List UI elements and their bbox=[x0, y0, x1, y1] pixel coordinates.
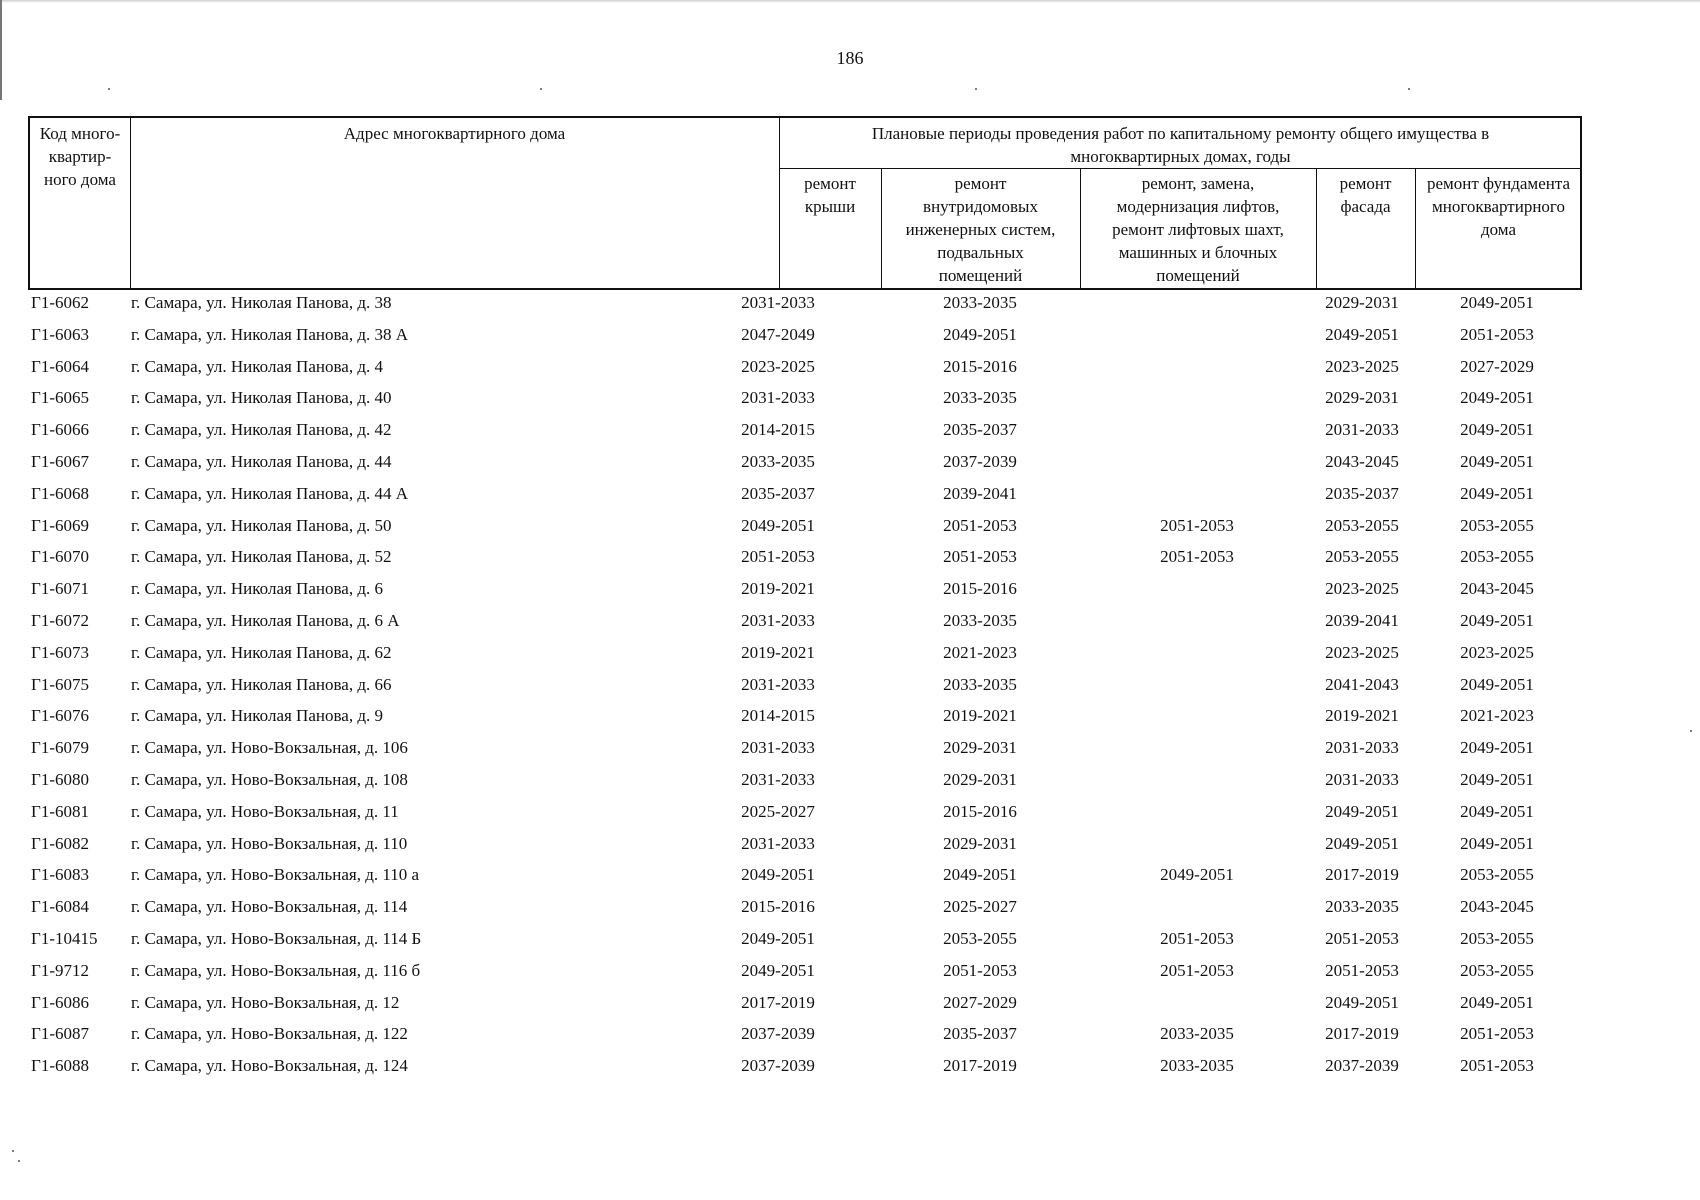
table-row bbox=[28, 799, 1582, 831]
row-code: Г1-6071 bbox=[31, 579, 89, 599]
row-foundation-period: 2027-2029 bbox=[1460, 356, 1534, 376]
row-facade-period: 2031-2033 bbox=[1325, 769, 1399, 789]
row-lift-period: 2051-2053 bbox=[1160, 960, 1234, 980]
row-roof-period: 2031-2033 bbox=[741, 293, 815, 312]
row-code: Г1-10415 bbox=[31, 928, 98, 948]
row-code: Г1-6067 bbox=[31, 451, 89, 471]
header-code-line: Код много- bbox=[39, 124, 121, 143]
row-roof-period: 2031-2033 bbox=[741, 738, 815, 758]
header-eng-line: помещений bbox=[938, 266, 1023, 285]
row-foundation-period: 2049-2051 bbox=[1460, 674, 1534, 694]
row-roof-period: 2049-2051 bbox=[741, 515, 815, 535]
row-engineering-period: 2039-2041 bbox=[943, 483, 1017, 503]
header-engineering bbox=[881, 172, 1080, 287]
table-row bbox=[28, 1021, 1582, 1053]
row-roof-period: 2035-2037 bbox=[741, 483, 815, 503]
row-address: г. Самара, ул. Николая Панова, д. 44 А bbox=[131, 483, 408, 503]
row-code: Г1-6073 bbox=[31, 642, 89, 662]
row-facade-period: 2023-2025 bbox=[1325, 642, 1399, 662]
header-roof-line: крыши bbox=[804, 197, 856, 216]
row-roof-period: 2017-2019 bbox=[741, 992, 815, 1012]
header-facade-line: ремонт bbox=[1339, 174, 1392, 193]
row-engineering-period: 2037-2039 bbox=[943, 451, 1017, 471]
row-engineering-period: 2051-2053 bbox=[943, 547, 1017, 567]
row-roof-period: 2031-2033 bbox=[741, 769, 815, 789]
header-periods-line: Плановые периоды проведения работ по капитальному ремонту общего имущества в bbox=[871, 124, 1490, 143]
row-foundation-period: 2053-2055 bbox=[1460, 865, 1534, 885]
row-code: Г1-6082 bbox=[31, 833, 89, 853]
row-foundation-period: 2023-2025 bbox=[1460, 642, 1534, 662]
row-code: Г1-6066 bbox=[31, 420, 89, 440]
row-foundation-period: 2049-2051 bbox=[1460, 420, 1534, 440]
header-code-line: ного дома bbox=[44, 170, 116, 189]
row-foundation-period: 2049-2051 bbox=[1460, 451, 1534, 471]
table-row bbox=[28, 831, 1582, 863]
row-facade-period: 2051-2053 bbox=[1325, 960, 1399, 980]
table-row bbox=[28, 449, 1582, 481]
row-facade-period: 2033-2035 bbox=[1325, 897, 1399, 917]
row-address: г. Самара, ул. Ново-Вокзальная, д. 122 bbox=[131, 1024, 408, 1044]
row-lift-period: 2051-2053 bbox=[1160, 515, 1234, 535]
row-engineering-period: 2035-2037 bbox=[943, 1024, 1017, 1044]
row-facade-period: 2049-2051 bbox=[1325, 324, 1399, 344]
row-foundation-period: 2049-2051 bbox=[1460, 610, 1534, 630]
row-lift-period: 2049-2051 bbox=[1160, 865, 1234, 885]
row-foundation-period: 2043-2045 bbox=[1460, 897, 1534, 917]
row-roof-period: 2037-2039 bbox=[741, 1056, 815, 1076]
row-foundation-period: 2049-2051 bbox=[1460, 388, 1534, 408]
row-code: Г1-6075 bbox=[31, 674, 89, 694]
row-foundation-period: 2051-2053 bbox=[1460, 1024, 1534, 1044]
row-facade-period: 2043-2045 bbox=[1325, 451, 1399, 471]
row-roof-period: 2014-2015 bbox=[741, 706, 815, 726]
table-body bbox=[28, 290, 1582, 1085]
table-row bbox=[28, 608, 1582, 640]
row-engineering-period: 2021-2023 bbox=[943, 642, 1017, 662]
scan-edge-top bbox=[0, 0, 1700, 3]
row-code: Г1-6076 bbox=[31, 706, 89, 726]
row-foundation-period: 2043-2045 bbox=[1460, 579, 1534, 599]
scan-speck bbox=[108, 88, 110, 90]
row-code: Г1-6065 bbox=[31, 388, 89, 408]
row-roof-period: 2031-2033 bbox=[741, 833, 815, 853]
row-facade-period: 2019-2021 bbox=[1325, 706, 1399, 726]
table-row bbox=[28, 735, 1582, 767]
row-address: г. Самара, ул. Николая Панова, д. 42 bbox=[131, 420, 392, 440]
row-address: г. Самара, ул. Ново-Вокзальная, д. 12 bbox=[131, 992, 400, 1012]
row-foundation-period: 2053-2055 bbox=[1460, 547, 1534, 567]
row-address: г. Самара, ул. Николая Панова, д. 38 bbox=[131, 293, 392, 312]
row-foundation-period: 2053-2055 bbox=[1460, 928, 1534, 948]
row-address: г. Самара, ул. Николая Панова, д. 9 bbox=[131, 706, 383, 726]
row-facade-period: 2017-2019 bbox=[1325, 1024, 1399, 1044]
row-roof-period: 2049-2051 bbox=[741, 960, 815, 980]
header-address: Адрес многоквартирного дома bbox=[343, 124, 566, 143]
row-lift-period: 2033-2035 bbox=[1160, 1024, 1234, 1044]
row-facade-period: 2053-2055 bbox=[1325, 547, 1399, 567]
row-roof-period: 2049-2051 bbox=[741, 928, 815, 948]
table-row bbox=[28, 513, 1582, 545]
table-row bbox=[28, 990, 1582, 1022]
header-periods-line: многоквартирных домах, годы bbox=[1070, 147, 1291, 166]
row-facade-period: 2049-2051 bbox=[1325, 801, 1399, 821]
page-number: 186 bbox=[836, 48, 864, 68]
row-facade-period: 2023-2025 bbox=[1325, 579, 1399, 599]
row-roof-period: 2019-2021 bbox=[741, 642, 815, 662]
row-facade-period: 2049-2051 bbox=[1325, 992, 1399, 1012]
row-code: Г1-9712 bbox=[31, 960, 89, 980]
row-engineering-period: 2033-2035 bbox=[943, 610, 1017, 630]
row-address: г. Самара, ул. Ново-Вокзальная, д. 124 bbox=[131, 1056, 408, 1076]
row-foundation-period: 2049-2051 bbox=[1460, 992, 1534, 1012]
row-engineering-period: 2029-2031 bbox=[943, 833, 1017, 853]
row-roof-period: 2049-2051 bbox=[741, 865, 815, 885]
row-foundation-period: 2049-2051 bbox=[1460, 293, 1534, 312]
row-roof-period: 2051-2053 bbox=[741, 547, 815, 567]
header-eng-line: инженерных систем, bbox=[905, 220, 1056, 239]
row-address: г. Самара, ул. Ново-Вокзальная, д. 114 Б bbox=[131, 928, 422, 948]
row-foundation-period: 2021-2023 bbox=[1460, 706, 1534, 726]
row-facade-period: 2029-2031 bbox=[1325, 388, 1399, 408]
header-code bbox=[30, 122, 130, 191]
header-lifts bbox=[1080, 172, 1316, 287]
row-engineering-period: 2029-2031 bbox=[943, 738, 1017, 758]
header-roof bbox=[779, 172, 881, 218]
row-lift-period: 2051-2053 bbox=[1160, 928, 1234, 948]
scan-speck bbox=[1408, 88, 1410, 90]
table-row bbox=[28, 322, 1582, 354]
row-engineering-period: 2017-2019 bbox=[943, 1056, 1017, 1076]
header-divider bbox=[779, 168, 1582, 169]
scan-speck bbox=[975, 88, 977, 90]
row-engineering-period: 2015-2016 bbox=[943, 579, 1017, 599]
row-engineering-period: 2051-2053 bbox=[943, 960, 1017, 980]
row-lift-period: 2033-2035 bbox=[1160, 1056, 1234, 1076]
row-address: г. Самара, ул. Николая Панова, д. 40 bbox=[131, 388, 392, 408]
table-row bbox=[28, 862, 1582, 894]
header-lift-line: ремонт, замена, bbox=[1141, 174, 1255, 193]
table-row bbox=[28, 926, 1582, 958]
row-foundation-period: 2053-2055 bbox=[1460, 960, 1534, 980]
header-eng-line: ремонт bbox=[954, 174, 1007, 193]
header-lift-line: ремонт лифтовых шахт, bbox=[1112, 220, 1284, 239]
row-facade-period: 2029-2031 bbox=[1325, 293, 1399, 312]
row-address: г. Самара, ул. Ново-Вокзальная, д. 110 bbox=[131, 833, 408, 853]
table-row bbox=[28, 703, 1582, 735]
row-foundation-period: 2051-2053 bbox=[1460, 324, 1534, 344]
row-facade-period: 2049-2051 bbox=[1325, 833, 1399, 853]
table-row bbox=[28, 354, 1582, 386]
row-facade-period: 2031-2033 bbox=[1325, 420, 1399, 440]
row-facade-period: 2035-2037 bbox=[1325, 483, 1399, 503]
header-code-line: квартир- bbox=[48, 147, 112, 166]
row-code: Г1-6086 bbox=[31, 992, 89, 1012]
row-engineering-period: 2015-2016 bbox=[943, 356, 1017, 376]
row-code: Г1-6072 bbox=[31, 610, 89, 630]
row-roof-period: 2047-2049 bbox=[741, 324, 815, 344]
table-row bbox=[28, 290, 1582, 322]
row-roof-period: 2014-2015 bbox=[741, 420, 815, 440]
header-eng-line: внутридомовых bbox=[923, 197, 1038, 216]
row-address: г. Самара, ул. Николая Панова, д. 6 А bbox=[131, 610, 400, 630]
scan-speck bbox=[12, 1150, 14, 1152]
row-code: Г1-6070 bbox=[31, 547, 89, 567]
row-facade-period: 2037-2039 bbox=[1325, 1056, 1399, 1076]
row-address: г. Самара, ул. Ново-Вокзальная, д. 110 а bbox=[131, 865, 420, 885]
row-roof-period: 2031-2033 bbox=[741, 674, 815, 694]
row-facade-period: 2023-2025 bbox=[1325, 356, 1399, 376]
row-facade-period: 2041-2043 bbox=[1325, 674, 1399, 694]
row-engineering-period: 2019-2021 bbox=[943, 706, 1017, 726]
row-engineering-period: 2033-2035 bbox=[943, 293, 1017, 312]
table-row bbox=[28, 958, 1582, 990]
row-code: Г1-6083 bbox=[31, 865, 89, 885]
header-roof-line: ремонт bbox=[804, 174, 856, 193]
row-roof-period: 2031-2033 bbox=[741, 388, 815, 408]
table-row bbox=[28, 417, 1582, 449]
table-row bbox=[28, 640, 1582, 672]
row-foundation-period: 2049-2051 bbox=[1460, 738, 1534, 758]
row-foundation-period: 2051-2053 bbox=[1460, 1056, 1534, 1076]
header-facade-line: фасада bbox=[1340, 197, 1391, 216]
row-code: Г1-6062 bbox=[31, 293, 89, 312]
row-engineering-period: 2033-2035 bbox=[943, 388, 1017, 408]
row-code: Г1-6069 bbox=[31, 515, 89, 535]
header-lift-line: помещений bbox=[1156, 266, 1240, 285]
row-code: Г1-6084 bbox=[31, 897, 89, 917]
row-address: г. Самара, ул. Ново-Вокзальная, д. 114 bbox=[131, 897, 408, 917]
row-code: Г1-6063 bbox=[31, 324, 89, 344]
table-row bbox=[28, 767, 1582, 799]
row-foundation-period: 2049-2051 bbox=[1460, 483, 1534, 503]
scan-speck bbox=[1690, 730, 1692, 732]
row-facade-period: 2039-2041 bbox=[1325, 610, 1399, 630]
table-row bbox=[28, 672, 1582, 704]
header-foundation-line: дома bbox=[1480, 220, 1516, 239]
header-eng-line: подвальных bbox=[937, 243, 1024, 262]
row-engineering-period: 2027-2029 bbox=[943, 992, 1017, 1012]
row-address: г. Самара, ул. Ново-Вокзальная, д. 116 б bbox=[131, 960, 421, 980]
row-engineering-period: 2051-2053 bbox=[943, 515, 1017, 535]
row-address: г. Самара, ул. Николая Панова, д. 4 bbox=[131, 356, 383, 376]
table-row bbox=[28, 385, 1582, 417]
row-roof-period: 2015-2016 bbox=[741, 897, 815, 917]
row-lift-period: 2051-2053 bbox=[1160, 547, 1234, 567]
table-row bbox=[28, 894, 1582, 926]
row-roof-period: 2031-2033 bbox=[741, 610, 815, 630]
row-address: г. Самара, ул. Ново-Вокзальная, д. 11 bbox=[131, 801, 399, 821]
header-foundation-line: многоквартирного bbox=[1432, 197, 1565, 216]
row-code: Г1-6079 bbox=[31, 738, 89, 758]
row-engineering-period: 2025-2027 bbox=[943, 897, 1017, 917]
row-foundation-period: 2053-2055 bbox=[1460, 515, 1534, 535]
row-engineering-period: 2029-2031 bbox=[943, 769, 1017, 789]
header-foundation-line: ремонт фундамента bbox=[1426, 174, 1571, 193]
row-engineering-period: 2015-2016 bbox=[943, 801, 1017, 821]
row-roof-period: 2019-2021 bbox=[741, 579, 815, 599]
row-foundation-period: 2049-2051 bbox=[1460, 833, 1534, 853]
row-engineering-period: 2035-2037 bbox=[943, 420, 1017, 440]
row-engineering-period: 2033-2035 bbox=[943, 674, 1017, 694]
row-facade-period: 2051-2053 bbox=[1325, 928, 1399, 948]
scan-speck bbox=[18, 1160, 20, 1162]
header-periods bbox=[779, 122, 1582, 168]
row-address: г. Самара, ул. Николая Панова, д. 6 bbox=[131, 579, 383, 599]
scan-speck bbox=[540, 88, 542, 90]
row-engineering-period: 2049-2051 bbox=[943, 865, 1017, 885]
row-address: г. Самара, ул. Ново-Вокзальная, д. 106 bbox=[131, 738, 408, 758]
row-engineering-period: 2053-2055 bbox=[943, 928, 1017, 948]
row-facade-period: 2017-2019 bbox=[1325, 865, 1399, 885]
row-roof-period: 2025-2027 bbox=[741, 801, 815, 821]
row-code: Г1-6068 bbox=[31, 483, 89, 503]
row-roof-period: 2033-2035 bbox=[741, 451, 815, 471]
row-foundation-period: 2049-2051 bbox=[1460, 801, 1534, 821]
row-roof-period: 2023-2025 bbox=[741, 356, 815, 376]
row-address: г. Самара, ул. Николая Панова, д. 62 bbox=[131, 642, 392, 662]
row-foundation-period: 2049-2051 bbox=[1460, 769, 1534, 789]
header-lift-line: модернизация лифтов, bbox=[1116, 197, 1280, 216]
table-row bbox=[28, 1053, 1582, 1085]
table-row bbox=[28, 481, 1582, 513]
row-roof-period: 2037-2039 bbox=[741, 1024, 815, 1044]
table-row bbox=[28, 576, 1582, 608]
table-header bbox=[28, 116, 1582, 290]
header-foundation bbox=[1415, 172, 1582, 241]
row-address: г. Самара, ул. Ново-Вокзальная, д. 108 bbox=[131, 769, 408, 789]
header-facade bbox=[1316, 172, 1415, 218]
row-facade-period: 2031-2033 bbox=[1325, 738, 1399, 758]
row-address: г. Самара, ул. Николая Панова, д. 52 bbox=[131, 547, 392, 567]
row-address: г. Самара, ул. Николая Панова, д. 38 А bbox=[131, 324, 408, 344]
row-engineering-period: 2049-2051 bbox=[943, 324, 1017, 344]
row-address: г. Самара, ул. Николая Панова, д. 50 bbox=[131, 515, 392, 535]
row-code: Г1-6081 bbox=[31, 801, 89, 821]
header-lift-line: машинных и блочных bbox=[1118, 243, 1278, 262]
row-code: Г1-6087 bbox=[31, 1024, 89, 1044]
row-address: г. Самара, ул. Николая Панова, д. 66 bbox=[131, 674, 392, 694]
table-row bbox=[28, 544, 1582, 576]
row-code: Г1-6064 bbox=[31, 356, 89, 376]
row-address: г. Самара, ул. Николая Панова, д. 44 bbox=[131, 451, 392, 471]
row-code: Г1-6088 bbox=[31, 1056, 89, 1076]
row-facade-period: 2053-2055 bbox=[1325, 515, 1399, 535]
row-code: Г1-6080 bbox=[31, 769, 89, 789]
